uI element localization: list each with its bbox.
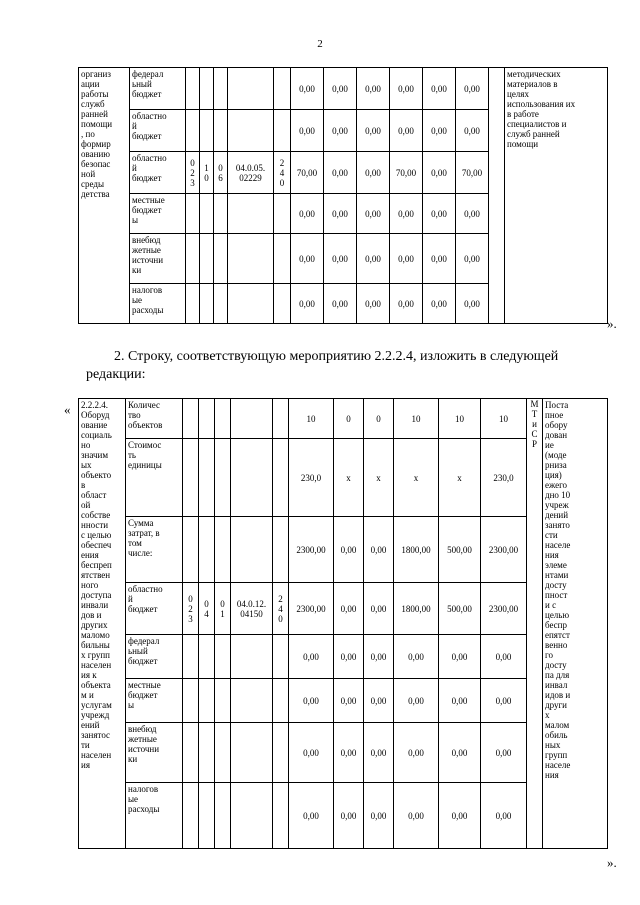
budget-code-cell [273, 635, 289, 679]
executor-cell: М Т и С Р [527, 399, 543, 849]
budget-code-cell [214, 284, 228, 324]
amount-cell: 0,00 [291, 284, 324, 324]
budget-code-cell [274, 234, 291, 284]
budget-code-cell: 1 0 [200, 152, 214, 194]
amount-cell: 0,00 [364, 635, 394, 679]
budget-code-cell [200, 68, 214, 110]
amount-cell: 0,00 [324, 68, 357, 110]
budget-code-cell [215, 635, 231, 679]
budget-code-cell [228, 194, 274, 234]
amount-cell: 0,00 [289, 679, 334, 723]
amount-cell: 0,00 [390, 110, 423, 152]
budget-code-cell [231, 635, 273, 679]
budget-code-cell [200, 110, 214, 152]
amount-cell: 500,00 [439, 583, 481, 635]
amount-cell: 0,00 [334, 783, 364, 849]
budget-code-cell [199, 439, 215, 517]
budget-code-cell: 0 4 [199, 583, 215, 635]
budget-code-cell [214, 194, 228, 234]
amount-cell: 500,00 [439, 517, 481, 583]
amount-cell: 0 [334, 399, 364, 439]
amount-cell: 0,00 [364, 679, 394, 723]
budget-code-cell [231, 517, 273, 583]
funding-source-cell: областно й бюджет [130, 152, 186, 194]
amount-cell: 230,0 [289, 439, 334, 517]
amount-cell: 0,00 [324, 284, 357, 324]
amount-cell: 0,00 [390, 284, 423, 324]
amount-cell: 0,00 [334, 583, 364, 635]
funding-source-cell: Сумма затрат, в том числе: [126, 517, 183, 583]
amount-cell: 2300,00 [481, 517, 527, 583]
budget-code-cell [199, 635, 215, 679]
budget-code-cell [215, 439, 231, 517]
funding-source-cell: местные бюджет ы [130, 194, 186, 234]
funding-source-cell: внебюд жетные источни ки [126, 723, 183, 783]
table-row [79, 68, 608, 110]
amount-cell: 230,0 [481, 439, 527, 517]
funding-source-cell: внебюд жетные источни ки [130, 234, 186, 284]
amount-cell: 0,00 [456, 194, 489, 234]
amount-cell: 0,00 [357, 234, 390, 284]
budget-code-cell [183, 635, 199, 679]
budget-code-cell: 0 2 3 [183, 583, 199, 635]
budget-code-cell [228, 68, 274, 110]
budget-code-cell [183, 439, 199, 517]
budget-code-cell [273, 679, 289, 723]
budget-code-cell: 0 6 [214, 152, 228, 194]
amount-cell: 0,00 [334, 723, 364, 783]
budget-code-cell [199, 679, 215, 723]
budget-code-cell [214, 234, 228, 284]
budget-code-cell [231, 399, 273, 439]
amount-cell: 0,00 [423, 194, 456, 234]
amount-cell: 0,00 [394, 783, 439, 849]
budget-code-cell: 0 1 [215, 583, 231, 635]
funding-source-cell: федерал ьный бюджет [126, 635, 183, 679]
budget-code-cell [215, 783, 231, 849]
amount-cell: 2300,00 [289, 517, 334, 583]
amount-cell: 0,00 [423, 152, 456, 194]
measure-description-cell: организ ации работы служб ранней помощи , по формир ованию безопас ной среды детства [79, 68, 130, 324]
amount-cell: 0,00 [334, 517, 364, 583]
amount-cell: 0,00 [291, 234, 324, 284]
opening-quote-2: « [64, 402, 71, 417]
budget-code-cell [231, 783, 273, 849]
amount-cell: 10 [394, 399, 439, 439]
amount-cell: 0,00 [439, 723, 481, 783]
amount-cell: 0,00 [394, 723, 439, 783]
budget-code-cell [228, 110, 274, 152]
budget-code-cell [273, 723, 289, 783]
budget-code-cell [186, 234, 200, 284]
result-note-cell: методических материалов в целях использования их в работе специалистов и служб ранней помощи [505, 68, 608, 324]
funding-source-cell: федерал ьный бюджет [130, 68, 186, 110]
amount-cell: 0,00 [423, 234, 456, 284]
budget-code-cell [183, 517, 199, 583]
amount-cell: х [394, 439, 439, 517]
amount-cell: 0,00 [439, 783, 481, 849]
amount-cell: 0,00 [423, 284, 456, 324]
amount-cell: 1800,00 [394, 517, 439, 583]
amount-cell: 0,00 [390, 234, 423, 284]
amount-cell: 0,00 [390, 194, 423, 234]
budget-code-cell [200, 284, 214, 324]
amount-cell: 0,00 [481, 723, 527, 783]
amount-cell: 0,00 [357, 284, 390, 324]
amount-cell: 0,00 [423, 110, 456, 152]
amount-cell: х [439, 439, 481, 517]
amount-cell: 0,00 [291, 68, 324, 110]
instruction-line-2: редакции: [86, 367, 146, 382]
budget-code-cell: 2 4 0 [273, 583, 289, 635]
budget-code-cell [183, 399, 199, 439]
budget-code-cell [199, 517, 215, 583]
amount-cell: 2300,00 [289, 583, 334, 635]
budget-code-cell: 04.0.12. 04150 [231, 583, 273, 635]
amount-cell: 0,00 [289, 635, 334, 679]
budget-code-cell [214, 68, 228, 110]
budget-code-cell [231, 679, 273, 723]
budget-code-cell [273, 517, 289, 583]
amount-cell: 0,00 [324, 234, 357, 284]
amount-cell: 0,00 [357, 110, 390, 152]
budget-code-cell [274, 110, 291, 152]
budget-code-cell [186, 68, 200, 110]
funding-source-cell: Количес тво объектов [126, 399, 183, 439]
amount-cell: 0,00 [423, 68, 456, 110]
budget-code-cell [200, 194, 214, 234]
budget-code-cell: 2 4 0 [274, 152, 291, 194]
amount-cell: 0,00 [364, 783, 394, 849]
amount-cell: х [334, 439, 364, 517]
budget-code-cell [215, 399, 231, 439]
closing-quote-1: ». [607, 316, 617, 331]
amount-cell: 0,00 [364, 517, 394, 583]
table-row [79, 399, 608, 439]
budget-table-2 [78, 398, 608, 849]
budget-code-cell [186, 194, 200, 234]
budget-table-1 [78, 67, 608, 324]
amount-cell: 10 [481, 399, 527, 439]
amount-cell: 0,00 [439, 679, 481, 723]
amount-cell: 0,00 [291, 194, 324, 234]
amount-cell: 0,00 [456, 110, 489, 152]
amount-cell: 70,00 [456, 152, 489, 194]
amount-cell: 0,00 [364, 583, 394, 635]
budget-code-cell: 0 2 3 [186, 152, 200, 194]
instruction-line-1: 2. Строку, соответствующую мероприятию 2.2.2.4, изложить в следующей [114, 349, 559, 364]
amount-cell: 10 [439, 399, 481, 439]
budget-code-cell: 04.0.05. 02229 [228, 152, 274, 194]
amount-cell: 2300,00 [481, 583, 527, 635]
amount-cell: 0,00 [289, 783, 334, 849]
amount-cell: 0 [364, 399, 394, 439]
amount-cell: 0,00 [324, 152, 357, 194]
budget-code-cell [215, 517, 231, 583]
measure-description-cell: 2.2.2.4. Оборуд ование социаль но значим ых объекто в област ой собстве нности с целью обеспеч ения беспреп ятствен ного доступа инвали дов и других маломо бильны х групп населен ия к объекта м и услугам учрежд ений занятос ти населен ия [79, 399, 126, 849]
budget-code-cell [274, 194, 291, 234]
budget-code-cell [214, 110, 228, 152]
amount-cell: 0,00 [324, 194, 357, 234]
funding-source-cell: местные бюджет ы [126, 679, 183, 723]
amount-cell: 1800,00 [394, 583, 439, 635]
amount-cell: 0,00 [456, 68, 489, 110]
amount-cell: 70,00 [390, 152, 423, 194]
amount-cell: 0,00 [439, 635, 481, 679]
result-cell: Поста пное обору дован ие (моде рниза ция) ежего дно 10 учреж дений занято сти населе ния элеме нтами досту пност и с целью беспр епятст венно го досту па для инвал идов и други х малом обиль ных групп населе ния [543, 399, 608, 849]
funding-source-cell: областно й бюджет [130, 110, 186, 152]
amount-cell: 0,00 [289, 723, 334, 783]
amount-cell: 0,00 [481, 783, 527, 849]
amount-cell: 0,00 [357, 152, 390, 194]
funding-source-cell: налогов ые расходы [130, 284, 186, 324]
budget-code-cell [215, 679, 231, 723]
funding-source-cell: областно й бюджет [126, 583, 183, 635]
amount-cell: 0,00 [456, 234, 489, 284]
amount-cell: 0,00 [334, 635, 364, 679]
budget-code-cell [231, 439, 273, 517]
amount-cell: 0,00 [481, 635, 527, 679]
executor-cell [489, 68, 505, 324]
closing-quote-2: ». [607, 855, 617, 870]
amount-cell: 10 [289, 399, 334, 439]
amount-cell: 0,00 [394, 635, 439, 679]
amount-cell: 70,00 [291, 152, 324, 194]
amount-cell: 0,00 [481, 679, 527, 723]
budget-code-cell [228, 234, 274, 284]
budget-code-cell [200, 234, 214, 284]
budget-code-cell [274, 284, 291, 324]
amount-cell: 0,00 [357, 68, 390, 110]
budget-code-cell [183, 783, 199, 849]
budget-code-cell [183, 723, 199, 783]
amount-cell: 0,00 [390, 68, 423, 110]
budget-code-cell [273, 783, 289, 849]
amount-cell: 0,00 [364, 723, 394, 783]
amount-cell: х [364, 439, 394, 517]
budget-code-cell [186, 284, 200, 324]
budget-code-cell [273, 399, 289, 439]
amount-cell: 0,00 [334, 679, 364, 723]
budget-code-cell [186, 110, 200, 152]
funding-source-cell: налогов ые расходы [126, 783, 183, 849]
budget-code-cell [199, 723, 215, 783]
page-number: 2 [317, 38, 323, 50]
budget-code-cell [215, 723, 231, 783]
amount-cell: 0,00 [394, 679, 439, 723]
budget-code-cell [199, 783, 215, 849]
amount-cell: 0,00 [456, 284, 489, 324]
amount-cell: 0,00 [357, 194, 390, 234]
amount-cell: 0,00 [291, 110, 324, 152]
amount-cell: 0,00 [324, 110, 357, 152]
budget-code-cell [183, 679, 199, 723]
budget-code-cell [274, 68, 291, 110]
funding-source-cell: Стоимос ть единицы [126, 439, 183, 517]
budget-code-cell [273, 439, 289, 517]
budget-code-cell [231, 723, 273, 783]
budget-code-cell [228, 284, 274, 324]
budget-code-cell [199, 399, 215, 439]
